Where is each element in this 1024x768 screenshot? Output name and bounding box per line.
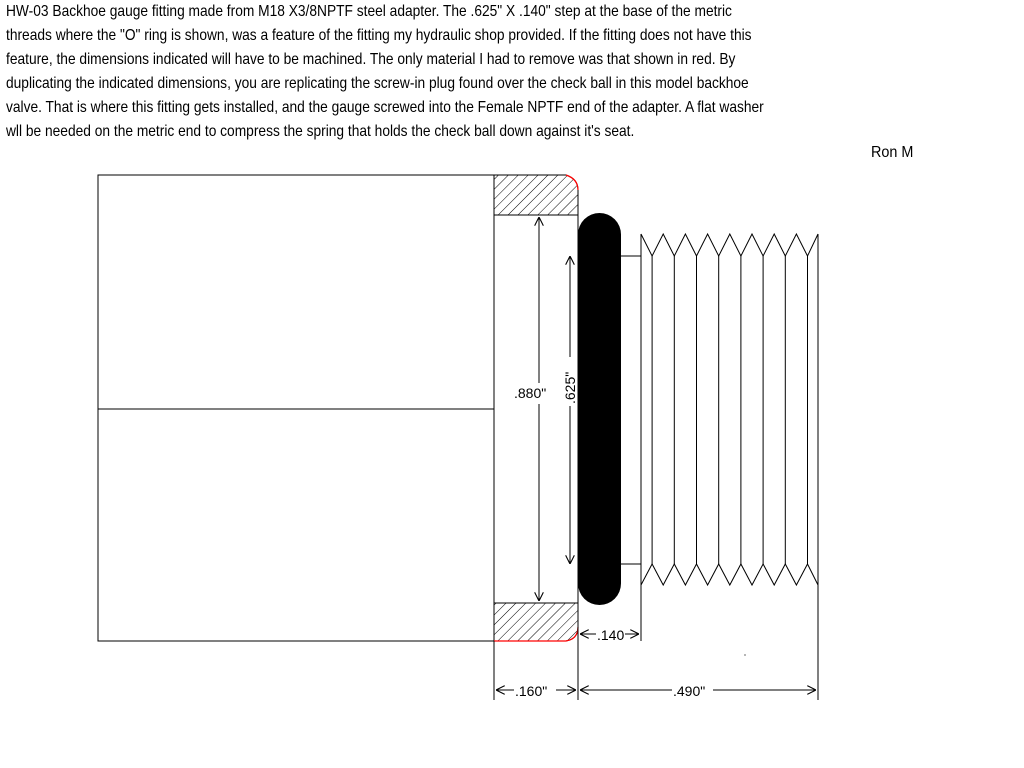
- dimension-label: .140: [597, 627, 625, 643]
- hatched-section-top: [494, 175, 578, 215]
- o-ring: [578, 213, 621, 605]
- dimension-label: .880": [514, 385, 547, 401]
- description-line: wll be needed on the metric end to compress the spring that holds the check ball down against it's seat.: [6, 123, 635, 140]
- thread-crest-top: [641, 234, 818, 256]
- description-line: feature, the dimensions indicated will have to be machined. The only material I had to remove was that shown in red. By: [6, 51, 736, 68]
- dimension-step-length: [578, 605, 639, 645]
- thread-crest-bottom: [641, 564, 818, 585]
- description-line: duplicating the indicated dimensions, you are replicating the screw-in plug found over the check ball in this model backhoe: [6, 75, 749, 92]
- dimension-label: .160": [515, 683, 548, 699]
- dimension-label: .625": [562, 371, 578, 404]
- metric-threads: [641, 234, 818, 585]
- dimension-thread-length: [580, 683, 816, 699]
- author-signature: Ron M: [871, 144, 914, 161]
- hatched-section-bottom: [494, 603, 578, 641]
- description-line: threads where the "O" ring is shown, was a feature of the fitting my hydraulic shop provided. If the fitting does not have this: [6, 27, 752, 44]
- gauge-body: [98, 175, 494, 641]
- dimension-step-diameter: [562, 256, 578, 564]
- description-line: valve. That is where this fitting gets installed, and the gauge screwed into the Female NPTF end of the adapter. A flat washer: [6, 99, 764, 116]
- adapter-flange: [494, 175, 578, 641]
- description-line: HW-03 Backhoe gauge fitting made from M18 X3/8NPTF steel adapter. The .625" X .140" step at the base of the metric: [6, 3, 732, 20]
- dimension-label: .490": [673, 683, 706, 699]
- dimension-flange-thickness: [496, 683, 576, 699]
- dimension-bore: [514, 217, 546, 601]
